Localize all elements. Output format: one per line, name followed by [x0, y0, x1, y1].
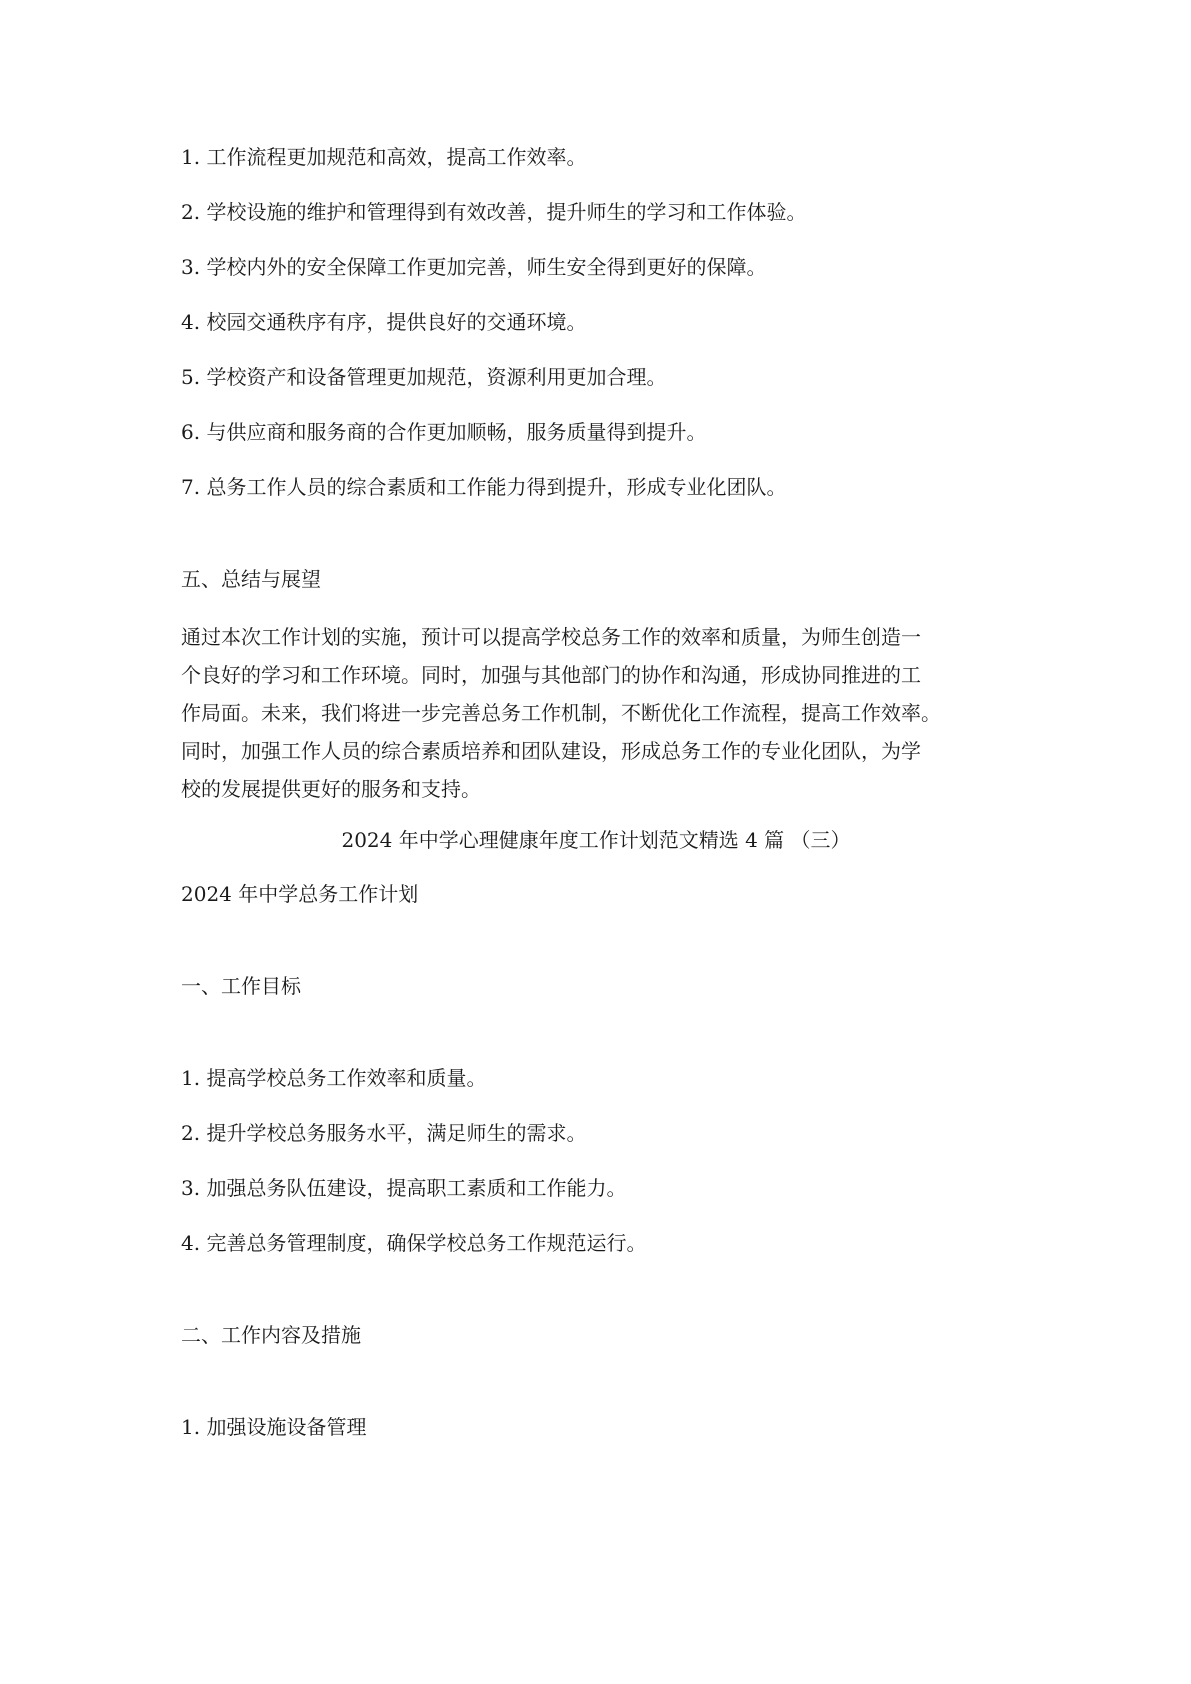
- list-item: 2. 提升学校总务服务水平，满足师生的需求。: [181, 1121, 587, 1145]
- list-item: 4. 完善总务管理制度，确保学校总务工作规范运行。: [181, 1231, 647, 1255]
- paragraph-line: 校的发展提供更好的服务和支持。: [181, 777, 481, 801]
- list-item: 3. 加强总务队伍建设，提高职工素质和工作能力。: [181, 1176, 627, 1200]
- list-item: 1. 工作流程更加规范和高效，提高工作效率。: [181, 145, 587, 169]
- list-item: 7. 总务工作人员的综合素质和工作能力得到提升，形成专业化团队。: [181, 475, 787, 499]
- summary-paragraph: [181, 621, 1021, 811]
- list-item: 1. 加强设施设备管理: [181, 1415, 367, 1439]
- paragraph-line: 通过本次工作计划的实施，预计可以提高学校总务工作的效率和质量，为师生创造一: [181, 625, 921, 649]
- document-title: 2024 年中学心理健康年度工作计划范文精选 4 篇 （三）: [341, 828, 851, 852]
- section-heading-measures: 二、工作内容及措施: [181, 1323, 361, 1347]
- section-heading-goals: 一、工作目标: [181, 974, 301, 998]
- list-item: 3. 学校内外的安全保障工作更加完善，师生安全得到更好的保障。: [181, 255, 767, 279]
- document-subtitle: 2024 年中学总务工作计划: [181, 882, 419, 906]
- list-item: 6. 与供应商和服务商的合作更加顺畅，服务质量得到提升。: [181, 420, 707, 444]
- paragraph-line: 作局面。未来，我们将进一步完善总务工作机制，不断优化工作流程，提高工作效率。: [181, 701, 941, 725]
- section-heading-summary: 五、总结与展望: [181, 567, 321, 591]
- list-item: 5. 学校资产和设备管理更加规范，资源利用更加合理。: [181, 365, 667, 389]
- paragraph-line: 个良好的学习和工作环境。同时，加强与其他部门的协作和沟通，形成协同推进的工: [181, 663, 921, 687]
- paragraph-line: 同时，加强工作人员的综合素质培养和团队建设，形成总务工作的专业化团队，为学: [181, 739, 921, 763]
- list-item: 4. 校园交通秩序有序，提供良好的交通环境。: [181, 310, 587, 334]
- list-item: 1. 提高学校总务工作效率和质量。: [181, 1066, 487, 1090]
- list-item: 2. 学校设施的维护和管理得到有效改善，提升师生的学习和工作体验。: [181, 200, 807, 224]
